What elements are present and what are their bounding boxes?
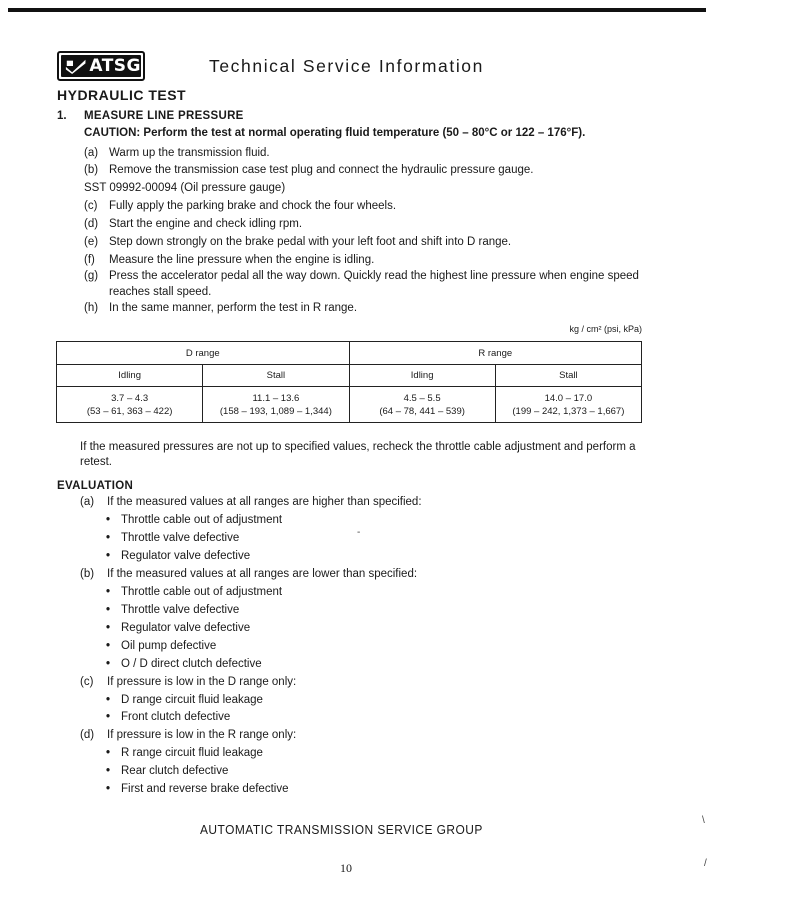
caution-text: CAUTION: Perform the test at normal operating fluid temperature (50 – 80°C or 122 – 176°F).: [84, 127, 586, 139]
evaluation-case: (d) If pressure is low in the R range only:: [80, 729, 297, 741]
bullet-icon: •: [106, 604, 111, 616]
bullet-icon: •: [106, 622, 111, 634]
step-item: (d) Start the engine and check idling rpm.: [84, 218, 303, 230]
bullet-icon: •: [106, 658, 111, 670]
step-text-wrapped: Press the accelerator pedal all the way down. Quickly read the highest line pressure when engine speed reaches stall speed.: [109, 270, 639, 298]
evaluation-case: (c) If pressure is low in the D range only:: [80, 676, 297, 688]
table-cell: 11.1 – 13.6 (158 – 193, 1,089 – 1,344): [203, 387, 349, 423]
units-label: kg / cm² (psi, kPa): [569, 324, 642, 334]
list-item: • First and reverse brake defective: [106, 783, 289, 795]
list-item: • Oil pump defective: [106, 640, 217, 652]
table-cell: 4.5 – 5.5 (64 – 78, 441 – 539): [349, 387, 495, 423]
atsg-logo: [57, 51, 145, 81]
bullet-icon: •: [106, 694, 111, 706]
retest-note: If the measured pressures are not up to specified values, recheck the throttle cable adjustment and perform a retest.: [80, 441, 636, 468]
list-item: • Regulator valve defective: [106, 550, 251, 562]
table-subheader: Idling: [57, 365, 203, 387]
evaluation-title: EVALUATION: [57, 480, 134, 492]
list-item: • D range circuit fluid leakage: [106, 694, 263, 706]
pressure-table: [56, 341, 642, 423]
list-item: • Throttle valve defective: [106, 604, 240, 616]
list-item: • O / D direct clutch defective: [106, 658, 262, 670]
step-item: (g): [84, 270, 99, 282]
list-item: • Throttle valve defective: [106, 532, 240, 544]
checkmark-logo-icon: [65, 57, 86, 75]
step-item: (c) Fully apply the parking brake and chock the four wheels.: [84, 200, 397, 212]
list-item: • R range circuit fluid leakage: [106, 747, 263, 759]
list-item: • Rear clutch defective: [106, 765, 229, 777]
table-cell: 3.7 – 4.3 (53 – 61, 363 – 422): [57, 387, 203, 423]
scan-mark: /: [704, 858, 707, 869]
table-cell: 14.0 – 17.0 (199 – 242, 1,373 – 1,667): [495, 387, 641, 423]
bullet-icon: •: [106, 640, 111, 652]
step-item: (b) Remove the transmission case test plug and connect the hydraulic pressure gauge.: [84, 164, 534, 176]
scan-mark: \: [702, 815, 705, 826]
bullet-icon: •: [106, 514, 111, 526]
evaluation-case: (b) If the measured values at all ranges are lower than specified:: [80, 568, 418, 580]
top-rule: [8, 8, 706, 12]
table-subheader: Idling: [349, 365, 495, 387]
section-number: 1.: [57, 110, 67, 122]
bullet-icon: •: [106, 711, 111, 723]
section-title: MEASURE LINE PRESSURE: [84, 110, 244, 122]
table-header-r-range: R range: [349, 342, 642, 365]
table-subheader: Stall: [495, 365, 641, 387]
step-item: (f) Measure the line pressure when the engine is idling.: [84, 254, 375, 266]
list-item: • Regulator valve defective: [106, 622, 251, 634]
table-header-d-range: D range: [57, 342, 350, 365]
bullet-icon: •: [106, 586, 111, 598]
service-title: Technical Service Information: [209, 56, 484, 76]
table-subheader: Stall: [203, 365, 349, 387]
step-item: (e) Step down strongly on the brake pedal with your left foot and shift into D range.: [84, 236, 512, 248]
list-item: • Front clutch defective: [106, 711, 231, 723]
evaluation-case: (a) If the measured values at all ranges are higher than specified:: [80, 496, 422, 508]
scan-mark: -: [357, 527, 361, 538]
bullet-icon: •: [106, 783, 111, 795]
step-item: (h) In the same manner, perform the test in R range.: [84, 302, 358, 314]
step-item: (a) Warm up the transmission fluid.: [84, 147, 270, 159]
page-number: 10: [340, 861, 352, 875]
page-title: HYDRAULIC TEST: [57, 87, 187, 103]
bullet-icon: •: [106, 747, 111, 759]
list-item: • Throttle cable out of adjustment: [106, 514, 283, 526]
footer-text: AUTOMATIC TRANSMISSION SERVICE GROUP: [200, 822, 483, 837]
logo-text: ATSG: [89, 56, 141, 76]
step-item: SST 09992-00094 (Oil pressure gauge): [84, 182, 286, 194]
bullet-icon: •: [106, 765, 111, 777]
list-item: • Throttle cable out of adjustment: [106, 586, 283, 598]
bullet-icon: •: [106, 532, 111, 544]
bullet-icon: •: [106, 550, 111, 562]
